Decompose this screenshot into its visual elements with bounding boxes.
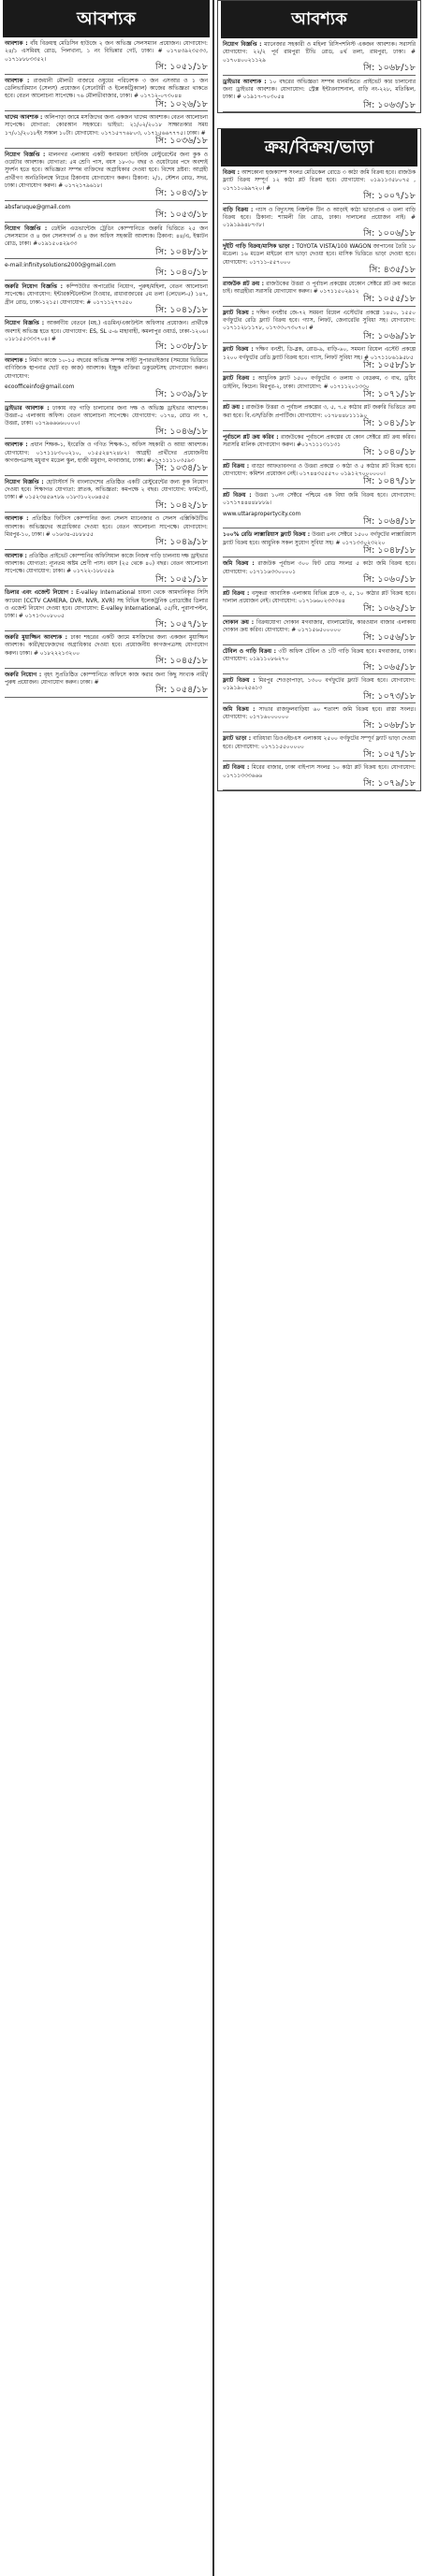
ad-text: দক্ষিণ বনশ্রীর জে-৭২ সমমনা রিয়েল এস্টেটের প্রকল্পে ১৪৫০, ১৫৫০ বর্গফুটের রেডি ফ্ল্যাট বিক্রয় হবে। গ্যাস, লিফট, জেনারেটর সুবিধা সহ। যোগাযোগ: ০১৭১১২৮১১৭৮, ০১৭৩৩০৭৩০৭০। #: [223, 310, 417, 332]
ad-text: আধুনিক ফ্ল্যাট ১৫০০ বর্গফুটের ৩ তলায় ৩ বেডরুম, ৩ বাথ, ড্রয়িং ডাইনিং, কিচেন। মিরপুর-২, ঢাকা। যোগাযোগ: # ০১৭১১২০১৩৩০: [223, 376, 417, 390]
ad-text: ম্যানেজার সহকারী ও মহিলা রিসিপশনিস্ট একজন আবশ্যক। সরাসরি যোগাযোগ: ২২/২ পূর্ব রামপুরা টিভি রোড, ৪র্থ তলা, রামপুরা, ঢাকা। # ০১৭০৪০০২১১২৯: [223, 42, 416, 64]
ad-text: মালনগর এলাকায় একটি স্বনামধন্য চাইনিজ রেস্টুরেন্টের জন্য কুক ও ওয়েটার আবশ্যক। যোগ্যতা: ৫ম শ্রেণি পাস, বয়স ১৮-৩০ বছর ও ওয়েটারের পদে অবশ্যই সুদর্শন হতে হবে। অভিজ্ঞতা সম্পন্ন ব্যক্তিদের অগ্রাধিকার দেওয়া হবে। বিশেষ দ্রষ্টব্য: আগ্রহী প্রার্থীগণ অনতিবিলম্বে নিচের ঠিকানায় যোগাযোগ করুন। ঠিকানা: ২/১, স্টেশন রোড, সদর, ঢাকা। যোগাযোগ করুন। # ০১৭২১৭৯৬১৮।: [5, 152, 208, 189]
ad-text: রাজধানী মৌলভী বাজারে ওষুধের পরিবেশক ৩ জন এসআর ও ১ জন ডেলিভারিম্যান (সেলস) প্রয়োজন (সেনেটারী ও ইলেকট্রিক্যাল) কাজের অভিজ্ঞতা থাকতে হবে। বেতন আলোচনা সাপেক্ষে। ৭৬ মৌলভীবাজার, ঢাকা। # ০১৭১২-০৭৩০৪৪: [5, 78, 208, 100]
ad-lead: দোকান ক্রয় :: [223, 619, 255, 626]
ad-lead: আবশ্যক :: [5, 357, 28, 364]
ad-body: [5, 152, 208, 191]
ad-text: ঢাকায় বড় গাড়ি চালানোর জন্য দক্ষ ও অভিজ্ঞ ড্রাইভার আবশ্যক। উত্তরা-৫ এলাকায় অফিস। বেতন আলোচনা সাপেক্ষে। যোগাযোগ: ০১৭৪, রোড নং ৭, উত্তরা, ঢাকা। ০১৭৯৬৬৬৬০০০০।: [5, 405, 208, 427]
ad-lead: জরুরি নিয়োগ :: [5, 672, 42, 678]
ad-text: বসুন্ধরা আবাসিক এলাকায় বিভিন্ন ব্লকে ৩, ৫, ১০ কাঠার প্লট বিক্রয় হবে। দালাল প্রয়োজন নেই। যোগাযোগ: ০১৭১৬৬০২৩৩৩৪৪: [223, 590, 416, 604]
ad-reference: সি: ১০৪০/১৮: [155, 268, 208, 279]
ad-separator: [5, 475, 208, 476]
ad-text: নির্মাণ কাজে ১০-১৫ বছরের অভিজ্ঞ সম্পন্ন সাইট সুপারভাইজার (সময়ের ভিত্তিতে বাণিজ্যিক স্থাপনার ছোট বড় কাজ) আবশ্যক। ইচ্ছুক ব্যক্তিরা ডকুমেন্টসহ যোগাযোগ করুন। যোগাযোগ:: [5, 357, 209, 380]
ad-body: [223, 41, 416, 65]
ad-body: [5, 405, 208, 428]
classified-ad: [5, 114, 208, 149]
ad-separator: [5, 200, 208, 201]
classified-ad: [223, 619, 416, 645]
ad-text: আশকোনা হজক্যাম্প সংলগ্ন মেডিকেল রোডে ৩ কাঠা জমি বিক্রয় হবে। রাজউক ফ্ল্যাট বিক্রয় সম্পূর্ণ ১২ কাঠা প্লট বিক্রয় হবে। যোগাযোগ: ০১৯১১৩৫৮০৭৫ , ০১৭১১০৯৯৭২০। #: [223, 170, 417, 192]
classified-ad: [223, 375, 416, 401]
ad-separator: [223, 615, 416, 616]
classified-ad: [223, 590, 416, 616]
classified-ad: [223, 648, 416, 674]
ad-reference: সি: ১০৬২/১৮: [363, 603, 416, 615]
ad-body: [5, 78, 208, 101]
ad-body: [5, 634, 208, 658]
classified-ad: [223, 531, 416, 557]
ad-text: E-valley International চায়না থেকে আমদানিকৃত সিসি ক্যামেরা (CCTV CAMERA, DVR, NVR, XVR) সহ বিভিন্ন ইলেকট্রনিক প্রোডাক্টের ডিলার ও এজেন্ট নিয়োগ দেওয়া হবে। যোগাযোগ: E-valley International, ৫৫/বি, পুরানাপল্টন, ঢাকা। # ০১৭১৩০০৮০০৫: [5, 590, 208, 620]
ad-body: [5, 357, 208, 381]
ad-lead: ফ্ল্যাট বিক্রয় :: [223, 310, 255, 316]
ad-text: প্রতিষ্ঠিত প্রাইভেট কোম্পানির অফিসিয়াল কাজে নিজস্ব গাড়ি চালনায় দক্ষ ড্রাইভার আবশ্যক। যোগ্যতা: ন্যূনতম অষ্টম শ্রেণী পাস। বয়স (২৫ থেকে ৪০) বছর। বেতন আলোচনা সাপেক্ষে। যোগাযোগ: ঢাকা। # ০১৭২২-১৮৮৫৫৯: [5, 553, 208, 575]
ad-text: হোটাস্টার্স দি বাংলাদেশের প্রতিষ্ঠিত একটি রেস্টুরেন্টের জন্য কুক নিয়োগ দেওয়া হবে। শিক্ষাগত যোগ্যতা: স্নাতক, অভিজ্ঞতা: কমপক্ষে ২ বছর। যোগাযোগ: ফার্মগেট, ঢাকা। # ০১৫২৩৪৫৬৭৮৯ ০১৮৩১০২০৬৪৫৫: [5, 479, 209, 501]
classified-ad: [5, 283, 208, 318]
ad-lead: নিয়োগ বিজ্ঞপ্তি :: [5, 321, 45, 327]
ad-separator: [223, 760, 416, 761]
ad-reference: সি: ১০৬৯/১৮: [363, 330, 416, 341]
ad-lead: ফ্ল্যাট বিক্রয় :: [223, 677, 256, 684]
ad-separator: [223, 488, 416, 489]
ad-lead: ফ্ল্যাট বিক্রয় :: [223, 376, 256, 383]
ad-reference: সি: ১০৪৮/১৮: [363, 545, 416, 556]
ad-text: গ্যাস ও বিদ্যুৎসহ নিষ্কণ্টক টিন ও আড়াই কাঠা ভাড়াপ্রাপ্ত ৩ তলা বাড়ি বিক্রয় হবে। ঠিকানা: শ্যামলী রিং রোড, ঢাকা। দালালের প্রয়োজন নাই। # ০১৯১৯৯৪৮৭৩৮।: [223, 207, 416, 229]
classified-ad: [223, 434, 416, 460]
classified-ad: [223, 169, 416, 204]
ad-reference: সি: ১০৪৬/১৮: [155, 426, 208, 437]
section-header-wanted-right: আবশ্যক: [221, 1, 417, 38]
classified-ad: [5, 225, 208, 260]
ad-lead: প্লট বিক্রয় :: [223, 765, 250, 772]
classified-ad: [223, 346, 416, 372]
ad-lead: বিক্রয় :: [223, 170, 240, 176]
right-ad-list: [218, 169, 420, 790]
classified-ad: [223, 79, 416, 113]
classified-ad: [5, 357, 208, 381]
classified-ad: [223, 463, 416, 489]
left-ad-list: [0, 40, 212, 698]
ad-reference: সি: ১০৫৬/১৮: [363, 632, 416, 644]
ad-reference: সি: ১০৫১/১৮: [155, 62, 208, 73]
ad-separator: [5, 512, 208, 513]
classified-ad: [223, 310, 416, 344]
ad-text: কম্পিউটার অপারেটর নিয়োগ, পুরুষ/মহিলা, বেতন আলোচনা সাপেক্ষে। যোগাযোগ: ইন্টারকন্টিনেন্টাল টাওয়ার, রাধাবাজারের ৫ম তলা (লেভেল-৫) ১৪৭, গ্রীন রোড, ঢাকা-১২১৫। যোগাযোগ: # ০১৭১১২৭৭৫৫০: [5, 283, 209, 306]
ad-separator: [223, 306, 416, 307]
ad-reference: সি: ১০৫৫/১৮: [363, 294, 416, 305]
ad-separator: [223, 239, 416, 240]
ad-separator: [223, 203, 416, 204]
ad-lead: প্লট ক্রয় :: [223, 405, 244, 412]
ad-reference: সি: ১০৬৪/১৮: [363, 515, 416, 527]
classified-ad: [223, 511, 416, 529]
classified-ad: [5, 152, 208, 201]
right-top-ad-list: [218, 41, 420, 112]
classified-ad: [5, 589, 208, 631]
ad-reference: সি: ১০৪৮/১৮: [155, 246, 208, 257]
ad-text: বৃহৎ সুপ্রতিষ্ঠিত কোম্পানিতে অফিসে কাজ করার জন্য কিছু সংখ্যক নারী/পুরুষ প্রয়োজন। যোগাযোগ করুন। ঢাকা। #: [5, 672, 208, 686]
ad-reference: সি: ১০৪১/১৮: [363, 418, 416, 429]
ad-lead: নিয়োগ বিজ্ঞপ্তি :: [5, 152, 46, 158]
ad-text: বাড্ডা আফতাবনগর ও উত্তরা প্রকল্পে ৩ কাঠা ও ৫ কাঠার প্লট বিক্রয় হবে। যোগাযোগ: কমিশন প্রয়োজন নেই। ০১৭৪৪৩৫৫৫৭০ ০১৯১২৭০০০০০০।: [223, 463, 416, 477]
ad-separator: [5, 280, 208, 281]
ad-body: [5, 114, 208, 137]
ad-lead: ফ্ল্যাট বিক্রয় :: [223, 347, 254, 354]
ad-separator: [223, 277, 416, 278]
classified-ad: [223, 243, 416, 278]
ad-text: উত্তরা ৪নং সেক্টরে ১৫০০ বর্গফুটের লাক্সারিয়াস ফ্ল্যাট বিক্রয় হবে। আধুনিক সকল সুযোগ সুবিধা সহ। # ০১৭১৩৩০২৩২২০: [223, 532, 417, 546]
ad-lead: প্লট বিক্রয় :: [223, 492, 252, 499]
ad-reference: সি: ১০৫৭/১৮: [363, 748, 416, 760]
ad-separator: [5, 222, 208, 223]
ad-reference: সি: ১০৪৩/১৮: [155, 188, 208, 199]
classified-ad: [223, 492, 416, 508]
classified-ad: [5, 672, 208, 698]
ad-separator: [5, 401, 208, 402]
ad-separator: [223, 430, 416, 431]
ad-lead: নিয়োগ বিজ্ঞপ্তি :: [5, 225, 48, 232]
ad-body: [5, 515, 208, 539]
ad-separator: [223, 673, 416, 674]
classified-ad: [5, 320, 208, 355]
ad-lead: ১০০% রেডি লাক্সারিয়াস ফ্ল্যাট বিক্রয় :: [223, 532, 311, 539]
ad-reference: সি: ১০৩৪/১৮: [155, 463, 208, 474]
ad-text: রাজউকের পূর্বাচলে প্রকল্পের যে কোন সেক্টরে প্লট ক্রয় করিব। সরাসরি মালিক যোগাযোগ করুন। #০১৭১১১৩১১৩১: [223, 434, 416, 448]
ad-separator: [5, 258, 208, 259]
ad-reference: সি: ১০৫৭/১৮: [155, 618, 208, 630]
ad-text: absfaruque@gmail.com: [5, 204, 71, 210]
ad-reference: সি: ১০৪৭/১৮: [363, 476, 416, 487]
ad-text: সাভার রাজফুলবাড়িয়া ৬০ শতাংশ জমি বিক্রয় হবে। রাস্তা সংলগ্ন। যোগাযোগ: ০১৭১৬০০০০০০: [223, 707, 417, 721]
ad-reference: সি: ১০৪১/১৮: [155, 304, 208, 315]
ad-reference: সি: ১০৬৮/১৮: [363, 63, 416, 74]
ad-text: অলিপাড়া জামে মসজিদের জন্য একজন খাদেম আবশ্যক। বেতন আলোচনা সাপেক্ষে। যোগ্যতা: কোরআন সহকারে। ভাইভা: ২১/০২/২০১৮ সাক্ষাতকার সময় ১৭/০১/২০১৮ইং সকাল ১০টা। যোগাযোগ: ০১৭১৫৭৭৬৮০৩, ০১৭১৫৬৬৭৭৭৫। ঢাকা। #: [5, 115, 209, 137]
ad-text: আকর্ষণীয় বেতনে (মহ.) এডমিন/একাউন্টস অফিসার প্রয়োজন। প্রার্থীকে অবশ্যই অভিজ্ঞ হতে হবে। যোগাযোগ: ES, SL ৫-৬ মাহাবাহী, কমলাপুর ওয়ার্ড, ঢাকা-১২০৬। ০১৮১৫৫৩৩৩৭০৪। #: [5, 321, 209, 342]
ad-separator: [5, 74, 208, 75]
ad-lead: ড্রাইভার আবশ্যক :: [5, 405, 50, 412]
ad-reference: সি: ১০৫১/১৮: [155, 573, 208, 585]
ad-text: ঢাকা শহরের একটি জামে মসজিদের জন্য একজন মুয়াজ্জিন আবশ্যক। কারী/হাফেজদের অগ্রাধিকার দেওয়া হবে। প্রয়োজনীয় কাগজপত্রসহ যোগাযোগ করুন। ঢাকা। # ০১৮২২২১৩২০০: [5, 635, 208, 657]
ad-text: www.uttarapropertycity.com: [223, 511, 301, 517]
ad-lead: টেবিল ও গাড়ি বিক্রয় :: [223, 648, 276, 655]
ad-body: [223, 310, 416, 333]
ad-reference: সি: ১০৭৩/১৮: [363, 690, 416, 702]
ad-text: বাঁধ বিক্রয়স্থ মেডিসিন হাউজে ২ জন অভিজ্ঞ সেলসম্যান প্রয়োজন। যোগাযোগ: ২৪/১ এসমিরহ রোড, পিলখানা, ১ নং বিভিন্নার গেট, ঢাকা। # ০১৭৪৩৯২৩৫৩৩, ০১৭১৮৮৮৩৩৫২।: [5, 41, 209, 63]
ad-text: প্রধান শিক্ষক-১, ইংরেজি ও গণিত শিক্ষক-১, অফিস সহকারী ও আয়া আবশ্যক। যোগাযোগ: ০১৭১১৮৩০০২১০, ০১৫৫২৪৭২৪৮২। আগ্রহী প্রার্থীদের প্রয়োজনীয় কাগজপত্রসহ মধুবাগ মডেল স্কুল, হাজী মধুবাগ, মগবাজার, ঢাকা। #০১৭১১১১০৩৫৯৩: [5, 442, 209, 464]
ad-reference: সি: ১০৭১/১৮: [363, 389, 416, 399]
ad-lead: জরুরি মুয়াজ্জিন আবশ্যক :: [5, 635, 68, 641]
ad-separator: [223, 371, 416, 372]
ad-lead: আবশ্যক :: [5, 442, 28, 449]
ad-body: [223, 492, 416, 508]
ad-text: ৩টি অফিস টেবিল ও ১টি গাড়ি বিক্রয় হবে। মগবাজার, ঢাকা। যোগাযোগ: ০১৯১১০৮৬২৭০: [223, 648, 417, 663]
classified-ad: [5, 634, 208, 669]
ad-body: [5, 225, 208, 249]
ad-reference: সি: ১০৫৪/১৮: [155, 685, 208, 696]
ad-separator: [5, 110, 208, 111]
ad-separator: [5, 668, 208, 669]
ad-text: TOYOTA VISTA/100 WAGON জাপানের তৈরি ১৮ মডেল। ১৬ মডেল মাইক্রো বাস ভাড়া দেওয়া হবে। মাসিক ভিত্তিতে ভাড়া দেওয়া হবে। যোগাযোগ: ০১৭১১-৫৫৭০০০: [223, 244, 416, 266]
ad-separator: [5, 316, 208, 317]
ad-lead: ডিলার এবং এজেন্ট নিয়োগ :: [5, 590, 74, 597]
ad-lead: আবশ্যক :: [5, 41, 28, 47]
classified-ad: [223, 706, 416, 732]
classified-ad: [5, 384, 208, 402]
ad-reference: সি: ১০০৬/১৮: [363, 227, 416, 239]
ad-reference: সি: ১০৫৩/১৮: [155, 210, 208, 221]
ad-reference: সি: ১০৩৮/১৮: [155, 341, 208, 353]
classified-ad: [223, 560, 416, 586]
right-column: [214, 0, 424, 2576]
ad-text: ১০ বছরের অভিজ্ঞতা সম্পন্ন ধানমন্ডিতে প্রাইভেট কার চালানোর জন্য ড্রাইভার আবশ্যক। যোগাযোগ: স্ট্রেক্স ইন্টারন্যাশনাল, বাড়ি নং-২২৮, মতিঝিল, ঢাকা। # ০১৯১৭-৭০৩০৫৪: [223, 79, 416, 101]
ad-reference: সি: ১০৬০/১৮: [363, 574, 416, 586]
ad-body: [223, 207, 416, 230]
ad-separator: [5, 354, 208, 355]
ad-body: [5, 320, 208, 343]
ad-reference: সি: ১০৬৩/১৮: [363, 99, 416, 110]
ad-text: ডেইলি এডভান্টেজ ট্রেডিং কোম্পানিতে জরুরি ভিত্তিতে ২৫ জন সেলসম্যান ও ৪ জন সেলসগার্ল ও ৪ জন অফিস সহকারী আবশ্যক। ঠিকানা: ৪৪/এ, ইস্কাটন রোড, ঢাকা। #০১৯১৫০৪২৯৩৩: [5, 225, 208, 248]
ad-text: ecoofficeinfo@gmail.com: [5, 384, 75, 390]
ad-reference: সি: ১০৪৫/১৮: [155, 656, 208, 667]
ad-reference: সি: ১০৬৫/১৮: [363, 661, 416, 673]
ad-body: [5, 589, 208, 621]
right-bottom-box: [217, 128, 421, 791]
ad-reference: সি: ১০৩৬/১৮: [155, 136, 208, 147]
classified-ad: [223, 677, 416, 703]
classified-ad: [5, 405, 208, 440]
ad-text: রাজউক পূর্বাচল ৩০০ ফিট রোড সংলগ্ন ৫ কাঠা জমি বিক্রয় হবে। যোগাযোগ: ০১৭১১৬৩৩০০০০১: [223, 561, 416, 575]
classified-ad: [223, 404, 416, 430]
section-header-buy-sell-rent: ক্রয়/বিক্রয়/ভাড়া: [221, 129, 417, 166]
right-top-box: [217, 0, 421, 113]
ad-text: বিক্রয়যোগ্য দোকান মগবাজার, বাংলামোটর, কারওয়ান বাজার এলাকায় দোকান ক্রয় করিব। যোগাযোগ: # ০১৭১৫৬৫০০০০০: [223, 619, 416, 633]
ad-text: রাজউকের উত্তরা ও পূর্বাচল প্রকল্পের যেকোন সেক্টরে প্লট ক্রয় করতে চাই। আগ্রহীরা সরাসরি যোগাযোগ করুন। # ০১৭১১৫০২৯১২: [223, 281, 416, 295]
ad-text: উত্তরা ১০নং সেক্টরে পশ্চিমে এক বিঘা জমি বিক্রয় হবে। যোগাযোগ: ০১৭১৭৪৪৪৪৮৮৮৯।: [223, 492, 417, 507]
ad-separator: [5, 549, 208, 550]
classified-ad: [5, 204, 208, 223]
ad-reference: সি: ১০৫৮/১৮: [363, 359, 416, 370]
ad-separator: [5, 148, 208, 149]
ad-text: বারিধারা ডিওএইচএস এলাকায় ২৫০০ বর্গফুটের সম্পূর্ণ ফ্ল্যাট ভাড়া দেওয়া হবে। যোগাযোগ: ০১৭১১৫৫০০০০০: [223, 736, 416, 750]
ad-reference: সি: ১০৪৯/১৮: [155, 537, 208, 548]
ad-lead: খাদেম আবশ্যক :: [5, 115, 43, 121]
ad-reference: সি: ১০৪০/১৮: [363, 447, 416, 458]
ad-separator: [223, 75, 416, 76]
ad-text: মিরপুর শেওড়াপাড়া, ১৩০০ বর্গফুটের ফ্ল্যাট বিক্রয় হবে। যোগাযোগ: ০১৯১৯০২৫৬১৩: [223, 677, 417, 692]
ad-separator: [223, 586, 416, 587]
ad-body: [5, 479, 208, 502]
ad-lead: জমি বিক্রয় :: [223, 707, 256, 713]
ad-separator: [5, 630, 208, 631]
section-header-wanted: আবশ্যক: [3, 0, 210, 37]
ad-lead: প্লট বিক্রয় :: [223, 590, 250, 597]
ad-lead: নিয়োগ বিজ্ঞপ্তি :: [5, 479, 44, 485]
ad-lead: রাজউক প্লট ক্রয় :: [223, 281, 264, 287]
ad-body: [5, 40, 208, 64]
ad-separator: [223, 111, 416, 112]
classified-ad: [223, 207, 416, 241]
ad-separator: [5, 438, 208, 439]
classified-ad: [5, 262, 208, 281]
ad-body: [223, 79, 416, 102]
classified-ad: [5, 479, 208, 514]
ad-reference: সি: ১০৬৮/১৮: [363, 719, 416, 731]
classified-ad: [5, 78, 208, 112]
ad-reference: সি: ১০৭৯/১৮: [363, 778, 416, 789]
ad-lead: নিয়োগ বিজ্ঞপ্তি :: [223, 42, 262, 48]
ad-lead: আবশ্যক :: [5, 553, 27, 559]
ad-body: [5, 283, 208, 307]
ad-body: [223, 243, 416, 267]
ad-separator: [223, 702, 416, 703]
ad-text: e-mail:infinitysolutions2000@gmail.com: [5, 263, 116, 268]
ad-body: [223, 648, 416, 664]
ad-separator: [223, 342, 416, 343]
ad-text: রাজউক উত্তরা ও পূর্বাচল প্রকল্পের ৩, ৫, ৭.৫ কাঠার প্লট জরুরি ভিত্তিতে ক্রয় করা হবে। বি.এস/ডিজি প্রপার্টিজ। যোগাযোগ: ০১৭৮৪৪৮১১১৯০: [223, 405, 416, 419]
ad-body: [5, 441, 208, 465]
classified-ad: [5, 441, 208, 476]
ad-text: দক্ষিণ বনশ্রী, ডি-ব্লক, রোড-৯, বাড়ি-৬০, সমমনা রিয়েল এস্টেট প্রকল্পে ১২০০ বর্গফুটের রেডি ফ্ল্যাট বিক্রয় হবে। গ্যাস, লিফট সুবিধা সহ। # ০১৭১১৮৬১৯৫৮৫: [223, 347, 416, 361]
ad-separator: [223, 459, 416, 460]
ad-reference: সি: ১০২৬/১৮: [155, 98, 208, 109]
classified-ad: [223, 764, 416, 790]
ad-separator: [223, 644, 416, 645]
classified-ad: [5, 553, 208, 587]
ad-lead: বাড়ি বিক্রয় :: [223, 207, 254, 213]
classified-ad: [223, 735, 416, 761]
ad-lead: আবশ্যক :: [5, 78, 30, 84]
ad-body: [223, 169, 416, 193]
ad-lead: আবশ্যক :: [5, 516, 29, 523]
ad-text: মিরের বাজার, ঢাকা বাইপাস সংলগ্ন ১০ কাঠা প্লট বিক্রয় হবে। যোগাযোগ: ০১৭১১৩৩৩৬৬৬: [223, 765, 416, 779]
classified-ad: [223, 281, 416, 307]
ad-separator: [223, 731, 416, 732]
ad-reference: সি: ১০৪২/১৮: [155, 499, 208, 511]
ad-separator: [223, 400, 416, 401]
classified-ad: [5, 515, 208, 550]
ad-lead: জমি বিক্রয় :: [223, 561, 255, 568]
ad-lead: প্লট বিক্রয় :: [223, 463, 250, 470]
ad-lead: পূর্বাচলে প্লট ক্রয় করিব :: [223, 434, 279, 441]
ad-separator: [5, 697, 208, 698]
ad-lead: ড্রাইভার আবশ্যক :: [223, 79, 267, 85]
ad-body: [5, 553, 208, 576]
ad-text: প্রতিষ্ঠিত ফিটিংস কোম্পানির জন্য সেলস ম্যানেজার ও সেলস এক্সিকিউটিভ আবশ্যক। অভিজ্ঞদের অগ্রাধিকার দেওয়া হবে। বেতন আলোচনা সাপেক্ষে। যোগাযোগ: মিরপুর-১০, ঢাকা। # ০১৬৩৪-৫৮৮৮৫৫: [5, 516, 208, 538]
ad-lead: ফ্ল্যাট ভাড়া :: [223, 736, 252, 743]
ad-lead: জরুরি নিয়োগ বিজ্ঞপ্তি :: [5, 283, 63, 290]
ad-reference: সি: ১০০৭/১৮: [363, 191, 416, 202]
ad-reference: সি: ৪৩৫/১৮: [369, 265, 416, 276]
ad-reference: সি: ১০৩৯/১৮: [155, 389, 208, 400]
classified-ad: [223, 41, 416, 76]
classified-ad: [5, 40, 208, 75]
ad-separator: [223, 789, 416, 790]
ad-lead: দুইটি গাড়ি বিক্রয়/মাসিক ভাড়া :: [223, 244, 295, 250]
